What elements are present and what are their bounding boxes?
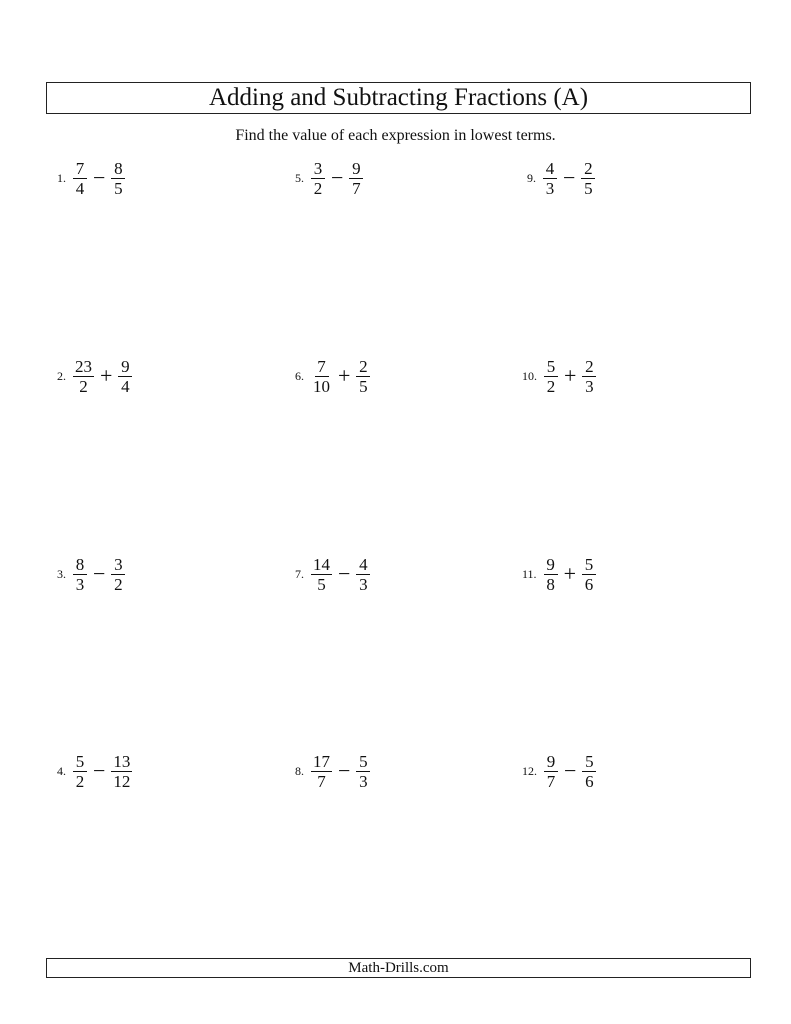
- problem-number: 3.: [57, 566, 66, 581]
- operator: +: [338, 363, 351, 388]
- numerator: 3: [111, 555, 125, 575]
- denominator: 7: [352, 178, 361, 198]
- denominator: 4: [75, 178, 85, 198]
- footer-site-name: Math-Drills.com: [46, 958, 751, 978]
- operator: +: [564, 363, 577, 388]
- denominator: 3: [359, 771, 368, 791]
- fraction-a: [72, 752, 88, 791]
- denominator: 5: [114, 178, 123, 198]
- operator: −: [331, 165, 344, 190]
- numerator: 5: [582, 752, 596, 772]
- denominator: 3: [585, 376, 594, 396]
- problem-10: [522, 354, 597, 398]
- denominator: 2: [546, 376, 556, 396]
- fraction-a: [72, 357, 95, 396]
- numerator: 5: [356, 752, 370, 772]
- numerator: 8: [111, 159, 125, 179]
- fraction-a: [543, 555, 559, 594]
- problem-number: 5.: [295, 170, 304, 185]
- problem-1: [52, 156, 126, 200]
- numerator: 8: [73, 555, 87, 575]
- denominator: 7: [317, 771, 326, 791]
- numerator: 13: [113, 751, 131, 771]
- fraction-b: [355, 357, 371, 396]
- fraction-b: [581, 357, 597, 396]
- numerator: 2: [356, 357, 370, 377]
- problem-8: [290, 749, 371, 793]
- problem-3: [52, 552, 126, 596]
- fraction-a: [310, 555, 333, 594]
- fraction-b: [581, 752, 597, 791]
- denominator: 10: [313, 376, 330, 396]
- fraction-b: [355, 752, 371, 791]
- numerator: 9: [544, 555, 558, 575]
- fraction-b: [581, 555, 597, 594]
- fraction-b: [355, 555, 371, 594]
- instructions-text: Find the value of each expression in lowest terms.: [235, 127, 556, 144]
- fraction-a: [72, 159, 88, 198]
- numerator: 7: [73, 159, 87, 179]
- operator: +: [100, 363, 113, 388]
- numerator: 4: [543, 159, 557, 179]
- denominator: 6: [584, 574, 594, 594]
- fraction-b: [117, 357, 133, 396]
- operator: −: [564, 758, 577, 783]
- denominator: 12: [113, 771, 131, 791]
- numerator: 9: [544, 752, 558, 772]
- operator: −: [93, 165, 106, 190]
- denominator: 3: [545, 178, 555, 198]
- fraction-a: [310, 159, 326, 198]
- numerator: 17: [313, 751, 330, 771]
- denominator: 5: [584, 178, 593, 198]
- problem-6: [290, 354, 371, 398]
- problem-12: [522, 749, 597, 793]
- denominator: 7: [546, 771, 556, 791]
- numerator: 7: [315, 357, 329, 377]
- operator: −: [338, 758, 351, 783]
- denominator: 6: [585, 771, 594, 791]
- problem-number: 11.: [522, 566, 537, 581]
- problem-7: [290, 552, 371, 596]
- problem-number: 4.: [57, 763, 66, 778]
- denominator: 2: [79, 376, 88, 396]
- numerator: 14: [313, 554, 330, 574]
- numerator: 3: [311, 159, 325, 179]
- problem-number: 9.: [527, 170, 536, 185]
- problem-number: 6.: [295, 368, 304, 383]
- numerator: 9: [118, 357, 132, 377]
- fraction-a: [310, 752, 333, 791]
- problem-number: 8.: [295, 763, 304, 778]
- numerator: 23: [75, 356, 92, 376]
- problem-number: 7.: [295, 566, 304, 581]
- numerator: 5: [73, 752, 87, 772]
- fraction-a: [542, 159, 558, 198]
- fraction-b: [110, 555, 126, 594]
- fraction-a: [543, 357, 559, 396]
- operator: −: [563, 165, 576, 190]
- denominator: 8: [546, 574, 555, 594]
- fraction-b: [110, 159, 126, 198]
- operator: +: [563, 561, 576, 586]
- fraction-b: [580, 159, 596, 198]
- problem-number: 12.: [522, 763, 537, 778]
- fraction-b: [110, 752, 133, 791]
- denominator: 3: [75, 574, 85, 594]
- operator: −: [338, 561, 351, 586]
- problem-2: [52, 354, 133, 398]
- numerator: 9: [349, 159, 363, 179]
- denominator: 2: [313, 178, 323, 198]
- worksheet-title: Adding and Subtracting Fractions (A): [46, 82, 751, 114]
- operator: −: [93, 758, 106, 783]
- fraction-b: [348, 159, 364, 198]
- operator: −: [93, 561, 106, 586]
- problem-9: [522, 156, 596, 200]
- problem-number: 10.: [522, 368, 537, 383]
- denominator: 5: [317, 574, 326, 594]
- fraction-a: [310, 357, 333, 396]
- problem-11: [522, 552, 597, 596]
- problem-4: [52, 749, 133, 793]
- problem-number: 2.: [57, 368, 66, 383]
- fraction-a: [543, 752, 559, 791]
- problem-5: [290, 156, 364, 200]
- denominator: 3: [359, 574, 368, 594]
- numerator: 2: [582, 357, 596, 377]
- fraction-a: [72, 555, 88, 594]
- denominator: 5: [359, 376, 368, 396]
- numerator: 2: [581, 159, 595, 179]
- numerator: 5: [544, 357, 558, 377]
- denominator: 2: [75, 771, 85, 791]
- denominator: 2: [114, 574, 123, 594]
- denominator: 4: [121, 376, 130, 396]
- numerator: 5: [582, 555, 596, 575]
- problem-number: 1.: [57, 170, 66, 185]
- numerator: 4: [356, 555, 370, 575]
